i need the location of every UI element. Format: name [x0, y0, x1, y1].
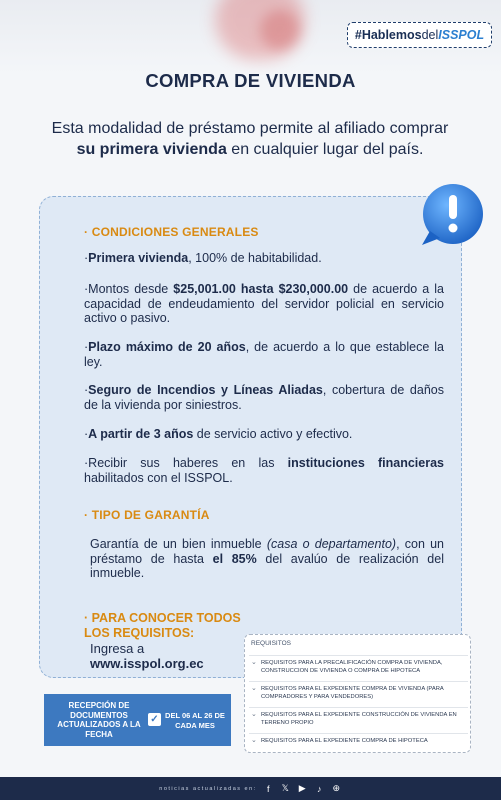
check-icon: ✓	[148, 713, 161, 726]
intro-part: en cualquier lugar del país.	[226, 141, 424, 158]
condition-item: ·Montos desde $25,001.00 hasta $230,000.00 de acuerdo a la capacidad de endeudamiento del servidor policial en servicio activo o pasivo.	[84, 282, 444, 325]
youtube-icon[interactable]: ▶	[298, 783, 306, 793]
x-icon[interactable]: 𝕏	[281, 783, 289, 793]
condition-text: Recibir sus haberes en las	[88, 456, 288, 470]
requirement-accordion-item[interactable]	[249, 733, 468, 745]
requirement-label: REQUISITOS PARA EL EXPEDIENTE CONSTRUCCIÓN DE VIVIENDA EN TERRENO PROPIO	[261, 712, 457, 726]
guarantee-part: del avalúo de realización del inmueble.	[90, 551, 444, 580]
reception-dates: DEL 06 AL 26 DE CADA MES	[165, 711, 225, 730]
condition-text: Montos desde	[88, 282, 174, 296]
chevron-down-icon: ⌄	[251, 685, 257, 692]
conditions-heading: · CONDICIONES GENERALES	[84, 225, 259, 239]
hashtag-prefix: #Hablemos	[354, 28, 422, 42]
condition-item: ·Plazo máximo de 20 años, de acuerdo a lo que establece la ley.	[84, 340, 445, 369]
condition-bold: A partir de 3 años	[88, 427, 194, 441]
hashtag-mid: del	[421, 28, 439, 42]
hashtag-badge	[347, 22, 492, 48]
intro-text	[50, 118, 450, 160]
tiktok-icon[interactable]: ♪	[316, 783, 322, 794]
web-icon[interactable]: ⊕	[332, 783, 340, 793]
footer-text: noticias actualizadas en:	[159, 785, 257, 792]
guarantee-part: Garantía de un bien inmueble	[90, 537, 267, 551]
condition-item: ·A partir de 3 años de servicio activo y efectivo.	[84, 427, 353, 441]
intro-part: Esta modalidad de préstamo permite al afiliado comprar	[51, 120, 449, 137]
requirements-heading: · PARA CONOCER TODOS LOS REQUISITOS:	[84, 611, 241, 640]
guarantee-italic: (casa o departamento)	[266, 537, 397, 551]
requirement-accordion-item[interactable]	[249, 707, 468, 727]
requirement-accordion-item[interactable]	[249, 655, 468, 675]
requirement-label: REQUISITOS PARA EL EXPEDIENTE COMPRA DE HIPOTECA	[261, 738, 428, 744]
blurred-photo-shape	[260, 10, 300, 50]
condition-text: , 100% de habitabilidad.	[188, 251, 322, 265]
requirement-accordion-item[interactable]	[249, 681, 468, 701]
reception-label: RECEPCIÓN DE DOCUMENTOS ACTUALIZADOS A LA FECHA	[57, 701, 141, 739]
condition-item: ·Recibir sus haberes en las instituciones financieras habilitados con el ISSPOL.	[84, 456, 444, 485]
condition-item: ·Seguro de Incendios y Líneas Aliadas, cobertura de daños de la vivienda por siniestros.	[84, 383, 444, 412]
condition-bold: Plazo máximo de 20 años	[88, 340, 246, 354]
guarantee-part: , con un préstamo de hasta	[90, 537, 445, 566]
condition-text: , de acuerdo a lo que establece la ley.	[84, 340, 445, 369]
condition-bold: instituciones financieras	[287, 456, 444, 470]
requirement-label: REQUISITOS PARA EL EXPEDIENTE COMPRA DE VIVIENDA (PARA COMPRADORES Y PARA VENDEDORES)	[261, 686, 444, 700]
facebook-icon[interactable]: f	[266, 783, 270, 794]
condition-text: de servicio activo y efectivo.	[193, 427, 353, 441]
condition-text: habilitados con el ISSPOL.	[84, 470, 233, 485]
chevron-down-icon: ⌄	[251, 659, 257, 666]
page-title: COMPRA DE VIVIENDA	[145, 70, 356, 91]
alert-bubble-icon	[418, 183, 486, 249]
requirements-sub: Ingresa a	[90, 641, 145, 656]
guarantee-bold: el 85%	[212, 551, 257, 566]
hashtag-brand: ISSPOL	[438, 28, 485, 42]
requirements-panel	[244, 634, 471, 753]
panel-title: REQUISITOS	[251, 640, 291, 647]
chevron-down-icon: ⌄	[251, 711, 257, 718]
guarantee-heading: · TIPO DE GARANTÍA	[84, 508, 210, 522]
website-link[interactable]: www.isspol.org.ec	[90, 656, 204, 671]
guarantee-text	[90, 537, 444, 581]
condition-text: , cobertura de daños de la vivienda por siniestros.	[84, 383, 444, 412]
condition-text: de acuerdo a la capacidad de endeudamiento del servidor policial en servicio activo o pasivo.	[84, 282, 444, 325]
reception-banner	[44, 694, 231, 746]
condition-bold: Seguro de Incendios y Líneas Aliadas	[88, 383, 323, 397]
condition-item: ·Primera vivienda, 100% de habitabilidad.	[84, 251, 322, 265]
intro-bold: su primera vivienda	[76, 141, 227, 158]
chevron-down-icon: ⌄	[251, 737, 257, 744]
footer-bar	[0, 777, 501, 800]
requirement-label: REQUISITOS PARA LA PRECALIFICACIÓN COMPRA DE VIVIENDA, CONSTRUCCION DE VIVIENDA O COMPRA DE HIPOTECA	[261, 660, 443, 674]
condition-bold: Primera vivienda	[88, 251, 189, 265]
condition-bold: $25,001.00 hasta $230,000.00	[173, 282, 349, 296]
